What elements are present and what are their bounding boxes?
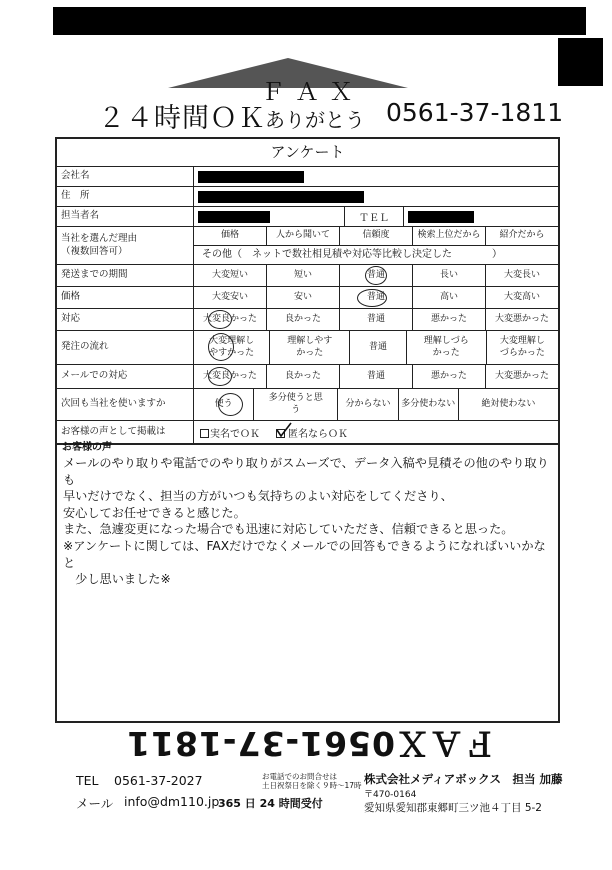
open-24h-text: ２４時間ＯＫ (98, 103, 266, 134)
service-option[interactable]: 悪かった (413, 309, 486, 330)
next-use-option-text: 使う (214, 398, 233, 409)
price-option[interactable]: 大変高い (503, 291, 540, 302)
address-redaction (198, 191, 364, 203)
price-option[interactable]: 安い (267, 287, 340, 308)
footer-postal: 〒470-0164 (364, 790, 417, 800)
footer-tel: 0561-37-2027 (114, 773, 203, 788)
shipping-option-selected[interactable] (340, 265, 413, 286)
next-use-option[interactable]: 多分使うと思う (254, 389, 338, 420)
tel-field (404, 207, 558, 226)
reason-options (194, 227, 558, 264)
order-flow-option-text: 大変理解しやすかった (209, 336, 255, 358)
publish-anonymous-text: 匿名ならＯＫ (288, 428, 348, 440)
publish-label: お客様の声として掲載は (57, 421, 194, 443)
price-label: 価格 (57, 287, 194, 308)
shipping-row (57, 265, 558, 287)
survey-title: アンケート (57, 139, 558, 167)
mail-service-option[interactable]: 良かった (267, 365, 340, 388)
selection-circle (365, 266, 387, 285)
customer-voice-box (55, 436, 560, 723)
shipping-option[interactable]: 大変短い (194, 265, 267, 286)
shipping-option[interactable]: 短い (267, 265, 340, 286)
fax-heading: ＦＡＸ (261, 78, 363, 106)
price-row (57, 287, 558, 309)
mail-service-row (57, 365, 558, 389)
price-option[interactable]: 大変安い (194, 287, 267, 308)
order-flow-option-selected[interactable] (194, 331, 270, 364)
next-use-row (57, 389, 558, 421)
shipping-label: 発送までの期間 (57, 265, 194, 286)
contact-label: 担当者名 (57, 207, 194, 226)
order-flow-option[interactable]: 理解しやすかった (270, 331, 350, 364)
reason-option-trust[interactable]: 信頼度 (340, 227, 413, 245)
mail-service-option[interactable]: 大変悪かった (494, 370, 549, 381)
customer-voice-text[interactable] (57, 455, 558, 588)
selection-circle (357, 289, 387, 307)
service-option[interactable]: 普通 (340, 309, 413, 330)
service-option[interactable]: 良かった (267, 309, 340, 330)
voice-line: 少し思いました※ (63, 572, 171, 587)
address-row (57, 187, 558, 207)
company-label: 会社名 (57, 167, 194, 186)
reason-label-main: 当社を選んだ理由 (61, 232, 138, 244)
reason-option-price[interactable]: 価格 (194, 227, 267, 245)
order-flow-option[interactable]: 大変理解しづらかった (499, 336, 545, 358)
footer-mail[interactable]: info@dm110.jp (124, 794, 220, 809)
service-option[interactable]: 大変悪かった (494, 313, 549, 324)
footer-company: 株式会社メディアボックス 担当 加藤 (364, 772, 563, 786)
address-field (194, 187, 558, 206)
next-use-option[interactable]: 多分使わない (399, 389, 459, 420)
contact-field (194, 207, 558, 226)
reason-option-referral-hearsay[interactable]: 人から聞いて (267, 227, 340, 245)
inverted-fax-banner: ＦＡＸ0561-37-1811 (126, 724, 498, 763)
order-flow-label: 発注の流れ (57, 331, 194, 364)
next-use-label: 次回も当社を使いますか (57, 389, 194, 420)
mail-service-option-selected[interactable] (194, 365, 267, 388)
selection-circle (218, 393, 243, 416)
reason-row (57, 227, 558, 265)
footer-phone-hours-line1: お電話でのお問合せは (262, 772, 337, 781)
tel-label: ＴＥＬ (344, 207, 404, 226)
footer-address: 愛知県愛知郡東郷町三ツ池４丁目 5-2 (364, 802, 542, 814)
voice-line: 安心してお任せできると感じた。 (63, 505, 246, 520)
order-flow-option[interactable]: 普通 (350, 331, 406, 364)
company-redaction (198, 171, 304, 183)
selection-circle (208, 367, 232, 386)
mail-service-option[interactable]: 普通 (340, 365, 413, 388)
mail-service-option[interactable]: 悪かった (413, 365, 486, 388)
selection-circle (208, 333, 234, 361)
contact-redaction (198, 211, 270, 223)
reason-option-introduction[interactable]: 紹介だから (499, 230, 545, 241)
survey-form (55, 137, 560, 445)
mail-service-option-text: 大変良かった (202, 370, 257, 381)
next-use-option[interactable]: 絶対使わない (481, 398, 536, 409)
next-use-option-selected[interactable] (194, 389, 254, 420)
voice-line: 早いだけでなく、担当の方がいつも気持ちのよい対応をしてくださり、 (63, 489, 453, 504)
redaction-top-bar (53, 7, 586, 35)
order-flow-option[interactable]: 理解しづらかった (407, 331, 487, 364)
voice-line: また、急遽変更になった場合でも迅速に対応していただき、信頼できると思った。 (63, 522, 514, 537)
reason-other-text[interactable]: その他（ ネットで数社相見積や対応等比較し決定した ） (202, 249, 502, 260)
address-label: 住 所 (57, 187, 194, 206)
reason-label (57, 227, 194, 264)
service-option-text: 大変良かった (202, 313, 257, 324)
company-row (57, 167, 558, 187)
voice-line: メールのやり取りや電話でのやり取りがスムーズで、データ入稿や見積その他のやり取りも (63, 456, 549, 487)
customer-voice-heading: お客様の声 (62, 442, 112, 453)
mail-service-label: メールでの対応 (57, 365, 194, 388)
shipping-option[interactable]: 大変長い (503, 269, 540, 280)
price-option-text: 普通 (366, 291, 385, 302)
shipping-option-text: 普通 (366, 269, 385, 280)
price-option[interactable]: 高い (413, 287, 486, 308)
header-phone-number: 0561-37-1811 (386, 98, 564, 127)
reason-label-note: （複数回答可） (61, 245, 128, 257)
footer-phone-hours (262, 772, 362, 790)
order-flow-row (57, 331, 558, 365)
footer-tel-label: TEL (76, 773, 99, 788)
next-use-option[interactable]: 分からない (338, 389, 398, 420)
voice-line: ※アンケートに関しては、FAXだけでなくメールでの回答もできるようになればいいかなと (63, 538, 546, 570)
service-row (57, 309, 558, 331)
redaction-corner (558, 38, 603, 86)
reason-option-search-rank[interactable]: 検索上位だから (413, 227, 486, 245)
publish-real-name-text: 実名でＯＫ (210, 428, 260, 440)
thanks-heading: ありがとう (265, 108, 365, 132)
footer-phone-hours-line2: 土日祝祭日を除く９時～17時 (262, 781, 362, 790)
tel-redaction (408, 211, 474, 223)
shipping-option[interactable]: 長い (413, 265, 486, 286)
footer-mail-label: メール (76, 796, 114, 811)
contact-row (57, 207, 558, 227)
company-field (194, 167, 558, 186)
footer-fax-hours: 365 日 24 時間受付 (218, 797, 323, 810)
service-label: 対応 (57, 309, 194, 330)
selection-circle (208, 310, 232, 329)
price-option-selected[interactable] (340, 287, 413, 308)
service-option-selected[interactable] (194, 309, 267, 330)
